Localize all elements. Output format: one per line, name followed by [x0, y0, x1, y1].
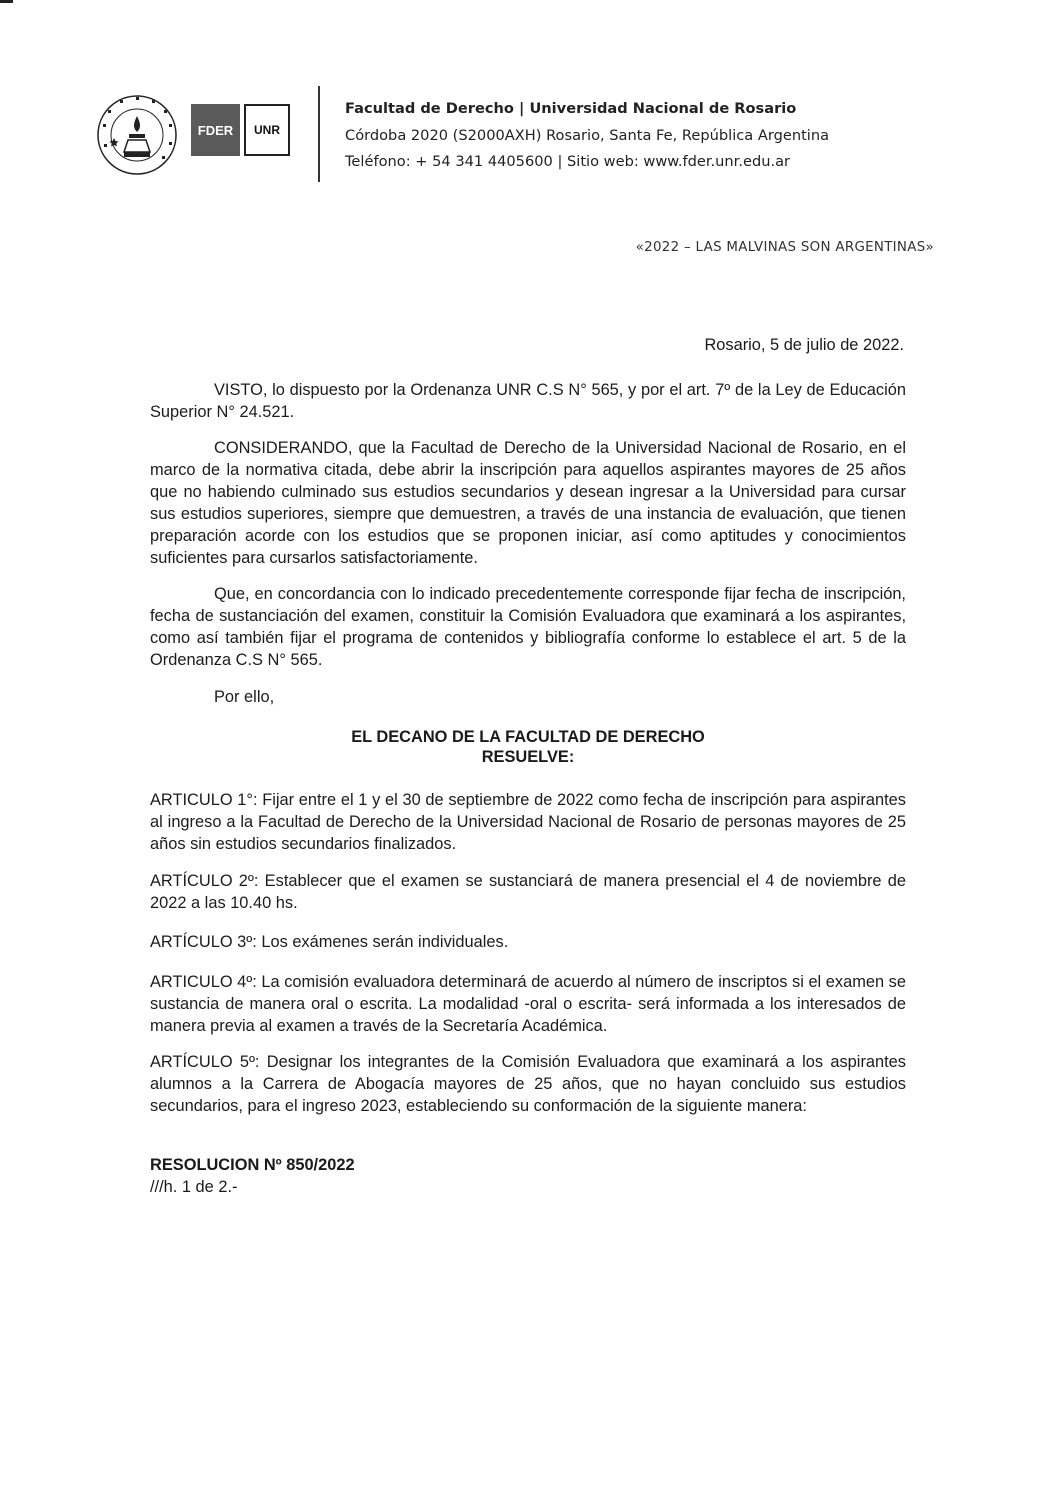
resolve-subheading: RESUELVE:	[481, 748, 575, 766]
scan-mark	[0, 0, 13, 3]
document-date: Rosario, 5 de julio de 2022.	[704, 336, 904, 354]
paragraph-considerando: CONSIDERANDO, que la Facultad de Derecho de la Universidad Nacional de Rosario, en el marco de la normativa citada, debe abrir la inscripción para aquellos aspirantes mayores de 25 años que no habiendo culminado sus estudios secundarios y desean ingresar a la Universidad para cursar sus estudios superiores, siempre que demuestren, a través de una instancia de evaluación, que tienen preparación acorde con los estudios que se proponen iniciar, así como aptitudes y conocimientos suficientes para cursarlos satisfactoriamente.	[150, 439, 906, 567]
institution-address: Córdoba 2020 (S2000AXH) Rosario, Santa Fe, República Argentina	[345, 127, 830, 144]
page-indicator: ///h. 1 de 2.-	[150, 1178, 238, 1196]
article-3: ARTÍCULO 3º: Los exámenes serán individuales.	[150, 933, 509, 951]
year-motto: «2022 – LAS MALVINAS SON ARGENTINAS»	[635, 240, 934, 255]
header-divider	[318, 86, 320, 182]
institution-contact: Teléfono: + 54 341 4405600 | Sitio web: www.fder.unr.edu.ar	[345, 153, 791, 170]
university-seal-icon	[96, 94, 178, 176]
article-4: ARTICULO 4º: La comisión evaluadora determinará de acuerdo al número de inscriptos si el examen se sustancia de manera oral o escrita. La modalidad -oral o escrita- será informada a los interesados de manera previa al examen a través de la Secretaría Académica.	[150, 973, 906, 1035]
paragraph-por-ello: Por ello,	[214, 688, 275, 706]
article-5: ARTÍCULO 5º: Designar los integrantes de la Comisión Evaluadora que examinará a los aspirantes alumnos a la Carrera de Abogacía mayores de 25 años, que no hayan concluido sus estudios secundarios, para el ingreso 2023, estableciendo su conformación de la siguiente manera:	[150, 1053, 906, 1115]
article-2: ARTÍCULO 2º: Establecer que el examen se sustanciará de manera presencial el 4 de noviembre de 2022 a las 10.40 hs.	[150, 872, 906, 912]
unr-logo: UNR	[244, 104, 290, 156]
institution-name: Facultad de Derecho | Universidad Nacional de Rosario	[345, 100, 797, 117]
article-1: ARTICULO 1°: Fijar entre el 1 y el 30 de septiembre de 2022 como fecha de inscripción para aspirantes al ingreso a la Facultad de Derecho de la Universidad Nacional de Rosario de personas mayores de 25 años sin estudios secundarios finalizados.	[150, 791, 906, 853]
resolution-number: RESOLUCION Nº 850/2022	[150, 1156, 355, 1174]
resolve-heading: EL DECANO DE LA FACULTAD DE DERECHO	[351, 728, 705, 746]
paragraph-que: Que, en concordancia con lo indicado precedentemente corresponde fijar fecha de inscripción, fecha de sustanciación del examen, constituir la Comisión Evaluadora que examinará a los aspirantes, como así también fijar el programa de contenidos y bibliografía conforme lo establece el art. 5 de la Ordenanza C.S N° 565.	[150, 585, 906, 669]
fder-logo: FDER	[191, 104, 240, 156]
paragraph-visto: VISTO, lo dispuesto por la Ordenanza UNR C.S N° 565, y por el art. 7º de la Ley de Educación Superior N° 24.521.	[150, 381, 906, 421]
